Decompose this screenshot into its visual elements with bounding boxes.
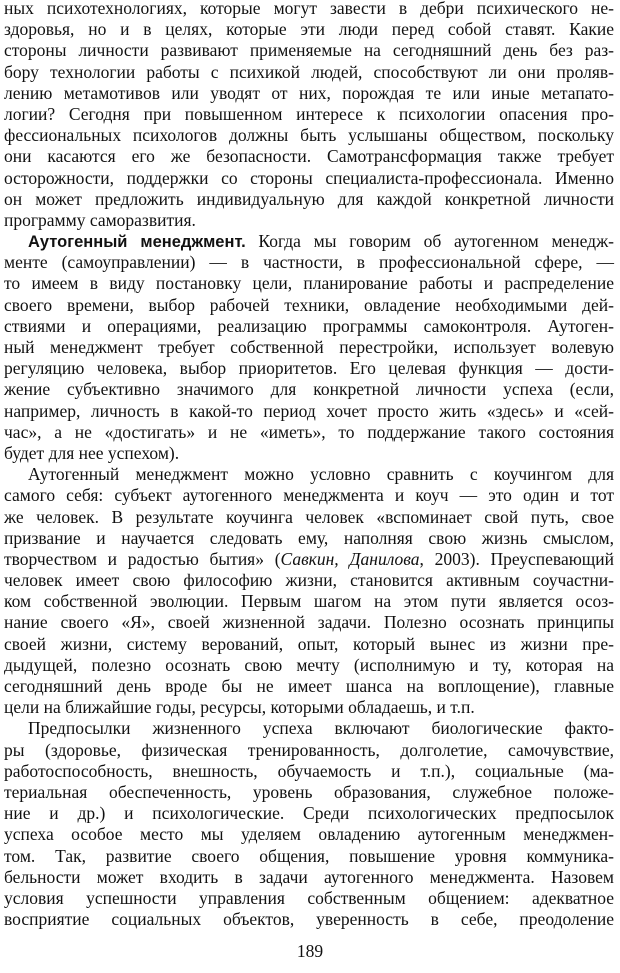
text-run: Когда мы говорим об аутогенном менедж- — [245, 231, 615, 252]
text-body — [4, 0, 614, 930]
text-line: здоровья, но и в целях, которые эти люди перед собой ставят. Какие — [4, 19, 614, 40]
text-line: нание своего «Я», своей жизненной задачи. Полезно осознать принципы — [4, 612, 614, 633]
text-line: Предпосылки жизненного успеха включают биологические факто- — [28, 718, 614, 739]
text-line: восприятие социальных объектов, уверенность в себе, преодоление — [4, 909, 614, 930]
text-line: самого себя: субъект аутогенного менеджмента и коуч — это один и тот — [4, 485, 614, 506]
text-line: программу саморазвития. — [4, 209, 196, 230]
text-line: жение субъективно значимого для конкретной личности успеха (если, — [4, 379, 614, 400]
text-line: они касаются его же безопасности. Самотрансформация также требует — [4, 146, 614, 167]
citation-authors: Савкин, Данилова — [280, 548, 420, 569]
text-line: фессиональных психологов должны быть услышаны обществом, поскольку — [4, 125, 614, 146]
text-line — [4, 231, 614, 252]
text-line: регуляцию человека, выбор приоритетов. Его целевая функция — дости- — [4, 358, 614, 379]
text-line: бельности может входить в задачи аутогенного менеджмента. Назовем — [4, 866, 614, 887]
text-line: ние и др.) и психологические. Среди психологических предпосылок — [4, 803, 614, 824]
text-line: же человек. В результате коучинга человек «вспоминает свой путь, свое — [4, 506, 614, 527]
text-line: то имеем в виду постановку цели, планирование работы и распределение — [4, 273, 614, 294]
section-heading: Аутогенный менеджмент. — [28, 233, 246, 252]
text-line: менте (самоуправлении) — в частности, в профессиональной сфере, — — [4, 252, 614, 273]
paragraph-1 — [4, 0, 614, 231]
text-line: условия успешности управления собственным общением: адекватное — [4, 887, 614, 908]
text-line: своей жизни, систему верований, опыт, который вынес из жизни пре- — [4, 633, 614, 654]
paragraph-coaching — [4, 464, 614, 718]
text-line: логии? Сегодня при повышенном интересе к психологии опасения про- — [4, 103, 614, 124]
text-line: дыдущей, полезно осознать свою мечту (исполнимую и ту, которая на — [4, 654, 614, 675]
text-line: осторожности, поддержки со стороны специалиста-профессионала. Именно — [4, 167, 614, 188]
text-line — [4, 549, 614, 570]
text-line: успеха особое место мы уделяем овладению аутогенным менеджмен- — [4, 824, 614, 845]
text-line: работоспособность, внешность, обучаемость и т.п.), социальные (ма- — [4, 760, 614, 781]
text-line: сегодняшний день вроде бы не имеет шанса на воплощение), главные — [4, 676, 614, 696]
text-line: териальная обеспеченность, уровень образования, служебное положе- — [4, 781, 614, 802]
page-number: 189 — [296, 941, 324, 961]
text-line: том. Так, развитие своего общения, повышение уровня коммуника- — [4, 845, 614, 866]
text-line: цели на ближайшие годы, ресурсы, которыми обладаешь, и т.п. — [4, 697, 475, 718]
text-line: ком собственной эволюции. Первым шагом на этом пути является осоз- — [4, 591, 614, 612]
text-line: например, личность в какой-то период хочет просто жить «здесь» и «сей- — [4, 400, 614, 421]
text-line: стороны личности развивают применяемые на сегодняшний день без раз- — [4, 40, 614, 61]
text-line: своего времени, выбор рабочей техники, овладение необходимыми дей- — [4, 294, 614, 315]
text-run: , 2003). Преуспевающий — [419, 548, 614, 569]
text-line: час», а не «достигать» и не «иметь», то поддержание такого состояния — [4, 421, 614, 442]
text-line: будет для нее успехом). — [4, 442, 180, 463]
text-line: ных психотехнологиях, которые могут завести в дебри психического не- — [4, 0, 614, 18]
text-line: он может предложить индивидуальную для каждой конкретной личности — [4, 188, 614, 209]
text-line: лению метамотивов или уводят от них, порождая те или иные метапато- — [4, 82, 614, 103]
text-line: ный менеджмент требует собственной перестройки, использует волевую — [4, 337, 614, 357]
text-line: человек имеет свою философию жизни, становится активным соучастни- — [4, 570, 614, 591]
text-line: ры (здоровье, физическая тренированность, долголетие, самочувствие, — [4, 739, 614, 760]
text-line: призвание и научается следовать ему, наполняя свою жизнь смыслом, — [4, 527, 614, 548]
paragraph-autogenic-management — [4, 231, 614, 464]
text-run: творчеством и радостью бытия» ( — [4, 548, 281, 569]
text-line: ствиями и операциями, реализацию программы самоконтроля. Аутоген- — [4, 315, 614, 336]
paragraph-success-prerequisites — [4, 718, 614, 930]
text-line: Аутогенный менеджмент можно условно сравнить с коучингом для — [28, 464, 614, 485]
text-line: бору технологии работы с психикой людей, способствуют ли они проляв- — [4, 61, 614, 82]
